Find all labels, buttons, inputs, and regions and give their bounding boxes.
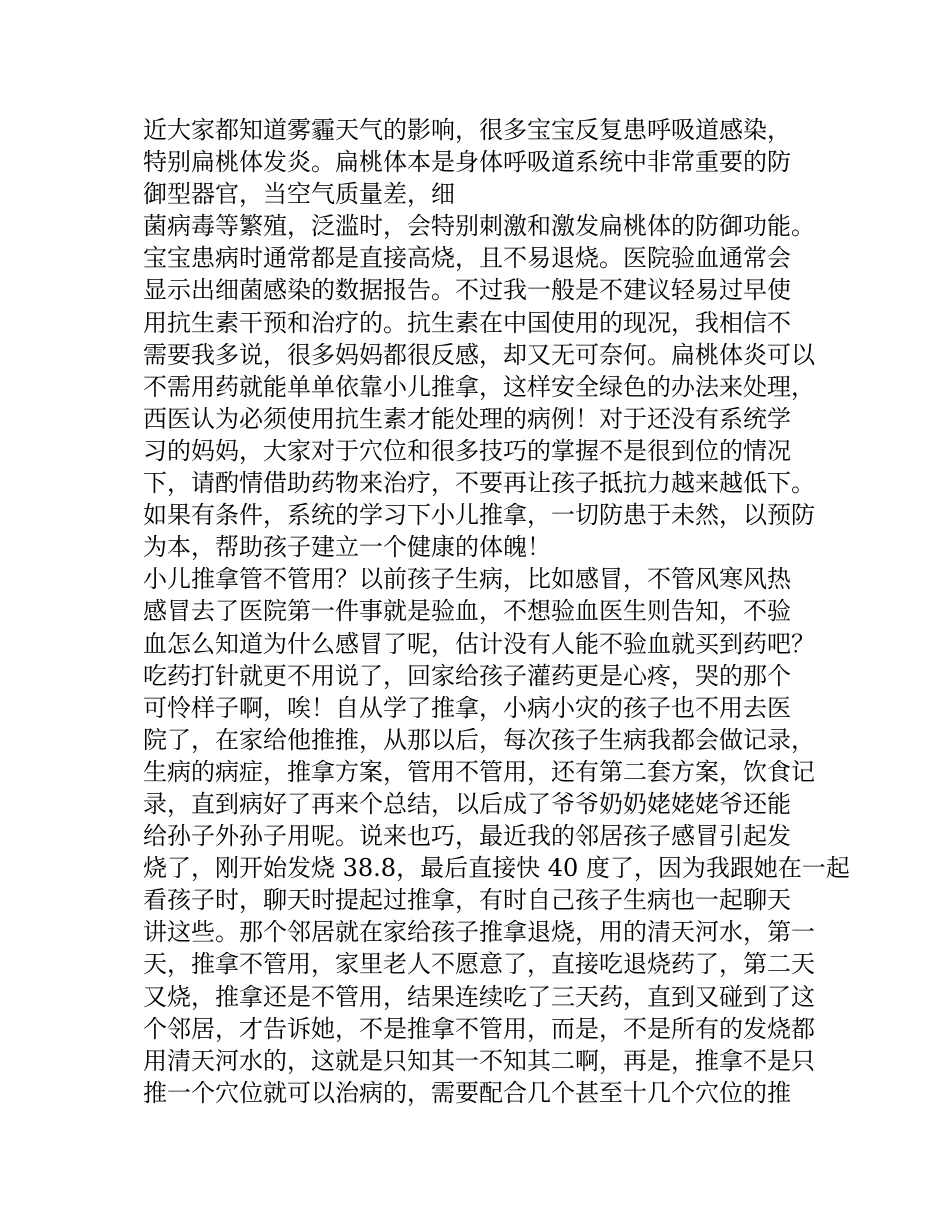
- text-line: 推一个穴位就可以治病的，需要配合几个甚至十几个穴位的推: [143, 1078, 791, 1107]
- text-line: 血怎么知道为什么感冒了呢，估计没有人能不验血就买到药吧？: [143, 629, 815, 658]
- text-line: 下，请酌情借助药物来治疗，不要再让孩子抵抗力越来越低下。: [143, 469, 815, 498]
- text-line: 个邻居，才告诉她，不是推拿不管用，而是，不是所有的发烧都: [143, 1014, 815, 1043]
- text-line: 烧了，刚开始发烧 38.8，最后直接快 40 度了，因为我跟她在一起: [143, 854, 850, 883]
- text-line: 感冒去了医院第一件事就是验血，不想验血医生则告知，不验: [143, 597, 791, 626]
- text-line: 西医认为必须使用抗生素才能处理的病例！对于还没有系统学: [143, 404, 791, 433]
- text-line: 特别扁桃体发炎。扁桃体本是身体呼吸道系统中非常重要的防: [143, 148, 791, 177]
- text-line: 不需用药就能单单依靠小儿推拿，这样安全绿色的办法来处理，: [143, 372, 815, 401]
- text-line: 用清天河水的，这就是只知其一不知其二啊，再是，推拿不是只: [143, 1046, 815, 1075]
- text-line: 为本，帮助孩子建立一个健康的体魄！: [143, 533, 551, 562]
- text-line: 可怜样子啊，唉！自从学了推拿，小病小灾的孩子也不用去医: [143, 693, 791, 722]
- text-line: 生病的病症，推拿方案，管用不管用，还有第二套方案，饮食记: [143, 757, 815, 786]
- text-line: 讲这些。那个邻居就在家给孩子推拿退烧，用的清天河水，第一: [143, 918, 815, 947]
- text-line: 需要我多说，很多妈妈都很反感，却又无可奈何。扁桃体炎可以: [143, 340, 815, 369]
- text-line: 看孩子时，聊天时提起过推拿，有时自己孩子生病也一起聊天: [143, 886, 791, 915]
- text-line: 录，直到病好了再来个总结，以后成了爷爷奶奶姥姥姥爷还能: [143, 789, 791, 818]
- text-line: 显示出细菌感染的数据报告。不过我一般是不建议轻易过早使: [143, 276, 791, 305]
- text-line: 给孙子外孙子用呢。说来也巧，最近我的邻居孩子感冒引起发: [143, 822, 791, 851]
- text-line: 天，推拿不管用，家里老人不愿意了，直接吃退烧药了，第二天: [143, 950, 815, 979]
- text-line: 宝宝患病时通常都是直接高烧，且不易退烧。医院验血通常会: [143, 244, 791, 273]
- text-line: 御型器官，当空气质量差，细: [143, 180, 455, 209]
- text-line: 近大家都知道雾霾天气的影响，很多宝宝反复患呼吸道感染，: [143, 116, 791, 144]
- text-line: 又烧，推拿还是不管用，结果连续吃了三天药，直到又碰到了这: [143, 982, 815, 1011]
- text-line: 如果有条件，系统的学习下小儿推拿，一切防患于未然，以预防: [143, 501, 815, 530]
- body-text: [143, 114, 850, 1109]
- text-line: 吃药打针就更不用说了，回家给孩子灌药更是心疼，哭的那个: [143, 661, 791, 690]
- text-line: 院了，在家给他推推，从那以后，每次孩子生病我都会做记录，: [143, 725, 815, 754]
- text-line: 菌病毒等繁殖，泛滥时，会特别刺激和激发扁桃体的防御功能。: [143, 212, 815, 241]
- text-line: 习的妈妈，大家对于穴位和很多技巧的掌握不是很到位的情况: [143, 436, 791, 465]
- text-line: 用抗生素干预和治疗的。抗生素在中国使用的现况，我相信不: [143, 308, 791, 337]
- text-line: 小儿推拿管不管用？以前孩子生病，比如感冒，不管风寒风热: [143, 565, 791, 594]
